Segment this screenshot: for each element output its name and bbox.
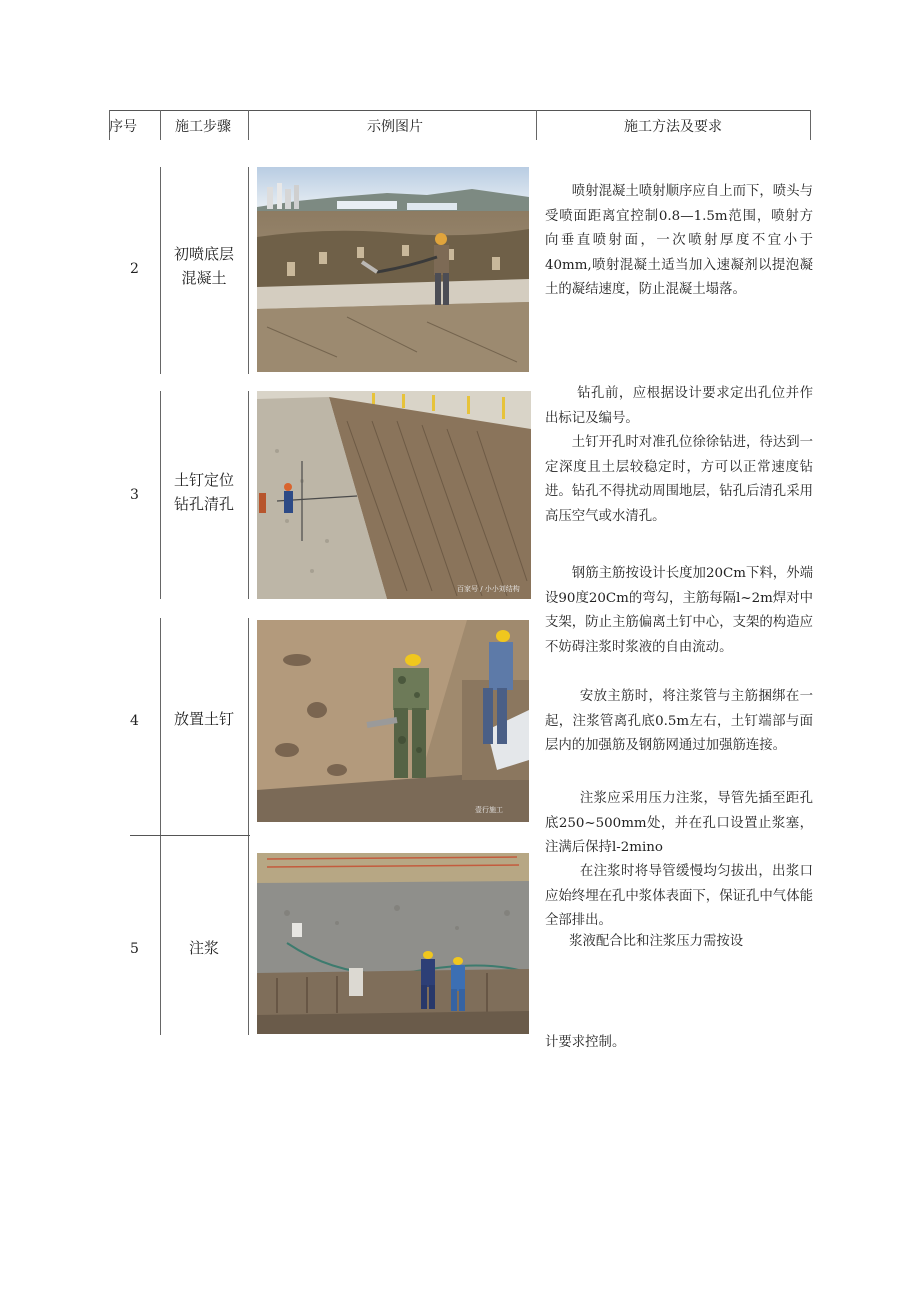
photo-watermark: 壹行施工 [475, 806, 503, 814]
photo-placing-nails [257, 620, 529, 822]
method-paragraph: 安放主筋时，将注浆管与主筋捆绑在一起，注浆管离孔底0.5m左右，土钉端部与面层内的加强筋及钢筋网通过加强筋连接。 [545, 689, 813, 753]
header-method: 施工方法及要求 [624, 119, 722, 135]
method-paragraph: 在注浆时将导管缓慢均匀拔出，出浆口应始终埋在孔中浆体表面下，保证孔中气体能全部排出。 [545, 864, 813, 928]
table-top-border [109, 110, 811, 111]
step-line: 初喷底层 [173, 245, 234, 263]
method-paragraph: 浆液配合比和注浆压力需按设 [569, 934, 744, 949]
photo-spraying-concrete [257, 167, 529, 372]
col-divider-row4b [248, 618, 249, 835]
step-line: 混凝土 [181, 269, 227, 287]
col-divider-row4 [160, 618, 161, 835]
col-divider-row3 [160, 391, 161, 599]
col-divider-row2 [160, 167, 161, 374]
method-paragraph: 喷射混凝土喷射顺序应自上而下，喷头与受喷面距离宜控制0.8—1.5m范围，喷射方向垂直喷射面，一次喷射厚度不宜小于40mm,喷射混凝土适当加入速凝剂以提泡凝土的凝结速度，防止混凝土塌落。 [545, 184, 813, 297]
step-name [164, 707, 244, 731]
step-line: 注浆 [188, 939, 219, 957]
step-line: 钻孔清孔 [173, 495, 234, 513]
header-divider-1 [160, 110, 161, 140]
col-divider-row5 [160, 836, 161, 1035]
row-number: 5 [130, 941, 139, 957]
step-line: 土钉定位 [173, 471, 234, 489]
col-divider-row3b [248, 391, 249, 599]
method-paragraph: 土钉开孔时对准孔位徐徐钻进，待达到一定深度且土层较稳定时，方可以正常速度钻进。钻孔不得扰动周围地层，钻孔后清孔采用高压空气或水清孔。 [545, 435, 813, 524]
method-paragraph: 钢筋主筋按设计长度加20Cm下料，外端设90度20Cm的弯勾，主筋每隔l~2m焊对中支架，防止主筋偏离土钉中心，支架的构造应不妨碍注浆时浆液的自由流动。 [545, 566, 813, 655]
photo-grouting [257, 853, 529, 1034]
step-name [164, 936, 244, 960]
header-seq: 序号 [109, 119, 137, 135]
method-paragraph: 计要求控制。 [545, 1035, 626, 1050]
header-image: 示例图片 [367, 119, 423, 135]
table-right-border [810, 110, 811, 140]
method-paragraph: 注浆应采用压力注浆，导管先插至距孔底250~500mm处，并在孔口设置止浆塞，注满后保持l-2mino [545, 791, 813, 855]
row-number: 4 [130, 713, 139, 729]
header-divider-3 [536, 110, 537, 140]
row-divider-4-5 [130, 835, 250, 836]
photo-watermark: 百家号 / 小小刘结构 [457, 585, 520, 593]
step-name [164, 242, 244, 290]
col-divider-row2b [248, 167, 249, 374]
step-name [164, 468, 244, 516]
photo-drilling [257, 391, 531, 599]
header-divider-2 [248, 110, 249, 140]
row-number: 2 [130, 261, 139, 277]
method-paragraph: 钻孔前，应根据设计要求定出孔位并作出标记及编号。 [545, 386, 813, 426]
row-number: 3 [130, 487, 139, 503]
step-line: 放置土钉 [173, 710, 234, 728]
col-divider-row5b [248, 836, 249, 1035]
header-step: 施工步骤 [175, 119, 231, 135]
